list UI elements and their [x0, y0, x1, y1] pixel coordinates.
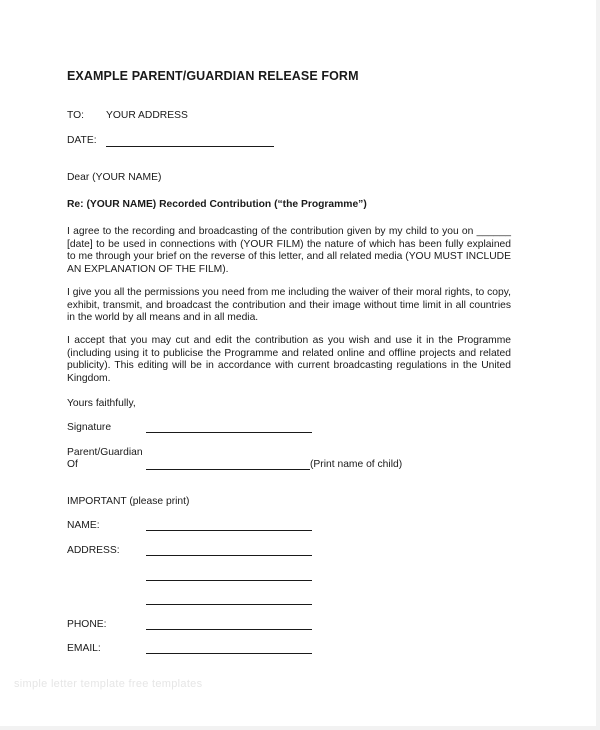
important-label: IMPORTANT (please print)	[67, 496, 190, 507]
paragraph-consent: I agree to the recording and broadcasting of the contribution given by my child to you on ______ [date] to be used in connections with (YOUR FILM) the nature of which has been fully explained to me through your brief on the reverse of this letter, and all related media (YOU MUST INCLUDE AN EXPLANATION OF THE FILM).	[67, 226, 511, 275]
to-label: TO:	[67, 110, 84, 121]
name-line[interactable]	[146, 530, 312, 531]
re-line: Re: (YOUR NAME) Recorded Contribution (“the Programme”)	[67, 199, 367, 210]
address-line-3[interactable]	[146, 604, 312, 605]
phone-line[interactable]	[146, 629, 312, 630]
watermark-text: simple letter template free templates	[14, 678, 203, 690]
name-label: NAME:	[67, 520, 100, 531]
closing: Yours faithfully,	[67, 398, 136, 409]
signature-label: Signature	[67, 422, 112, 433]
paragraph-editing: I accept that you may cut and edit the contribution as you wish and use it in the Programme (including using it to publicise the Programme and related online and offline projects and related publicity). This editing will be in accordance with current broadcasting regulations in the United Kingdom.	[67, 335, 511, 384]
date-label: DATE:	[67, 135, 97, 146]
address-line-1[interactable]	[146, 555, 312, 556]
child-name-line[interactable]	[146, 469, 310, 470]
paragraph-permissions: I give you all the permissions you need from me including the waiver of their moral rights, to copy, exhibit, transmit, and broadcast the contribution and their image without time limit in all countries in the world by all means and in all media.	[67, 287, 511, 324]
to-value: YOUR ADDRESS	[106, 110, 188, 121]
address-line-2[interactable]	[146, 580, 312, 581]
salutation: Dear (YOUR NAME)	[67, 172, 162, 183]
phone-label: PHONE:	[67, 619, 107, 630]
signature-line[interactable]	[146, 432, 312, 433]
of-label: Of	[67, 459, 78, 470]
form-title: EXAMPLE PARENT/GUARDIAN RELEASE FORM	[67, 69, 359, 83]
email-label: EMAIL:	[67, 643, 101, 654]
address-label: ADDRESS:	[67, 545, 120, 556]
email-line[interactable]	[146, 653, 312, 654]
print-child-note: (Print name of child)	[310, 459, 403, 470]
date-field-line[interactable]	[106, 146, 274, 147]
parent-guardian-label: Parent/Guardian	[67, 447, 143, 458]
